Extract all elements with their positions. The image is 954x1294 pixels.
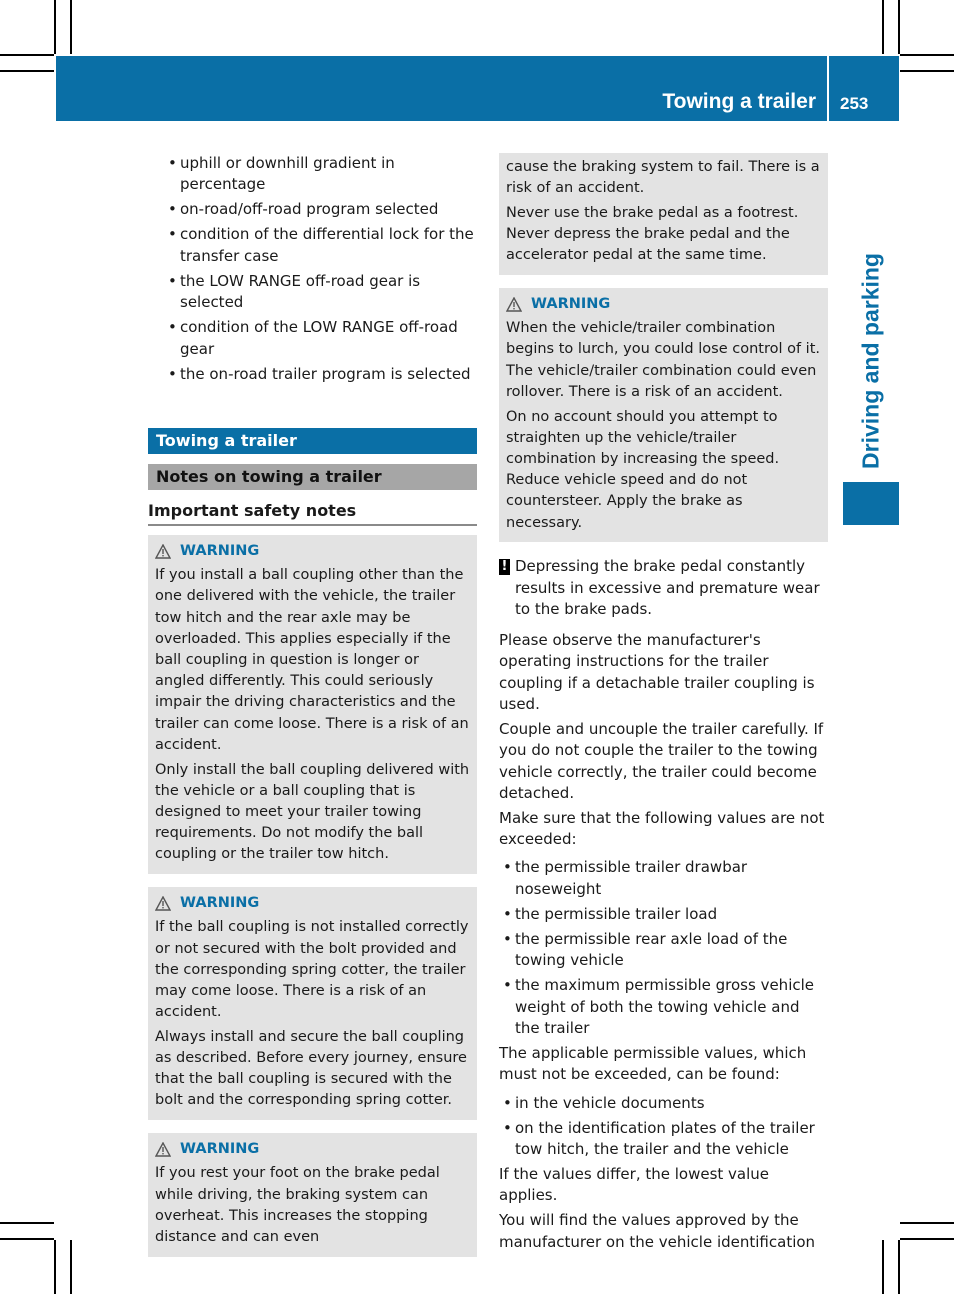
crop-mark xyxy=(898,0,900,54)
warning-box xyxy=(148,887,477,1120)
warning-label: WARNING xyxy=(531,296,611,313)
warning-box-continued xyxy=(499,153,828,275)
page-number: 253 xyxy=(840,94,869,113)
crop-mark xyxy=(900,1238,954,1240)
crop-mark xyxy=(0,54,54,56)
warning-text: If the ball coupling is not installed correctly or not secured with the bolt provided and the corresponding spring cotter, the trailer may come loose. There is a risk of an accident. xyxy=(155,919,469,1021)
chapter-tab-marker xyxy=(843,482,899,525)
crop-mark xyxy=(882,0,884,54)
subsection-heading: Notes on towing a trailer xyxy=(148,464,477,490)
warning-label: WARNING xyxy=(180,1141,260,1158)
exclamation-icon: ! xyxy=(499,559,510,575)
list-item: • condition of the LOW RANGE off-road gear xyxy=(164,317,477,360)
list-item: • in the vehicle documents xyxy=(499,1093,828,1114)
chapter-tab-label xyxy=(843,250,899,472)
crop-mark xyxy=(0,70,54,72)
warning-header xyxy=(155,893,470,914)
limits-list xyxy=(499,857,828,1039)
crop-mark xyxy=(54,1240,56,1294)
page-title: Towing a trailer xyxy=(662,90,816,113)
right-column xyxy=(499,153,828,1257)
crop-mark xyxy=(900,1222,954,1224)
warning-text: Only install the ball coupling delivered with the vehicle or a ball coupling that is designed to meet your trailer towing requirements. Do not modify the ball coupling or the trailer tow hitch. xyxy=(155,761,470,863)
header-divider xyxy=(827,56,829,121)
warning-text: Never use the brake pedal as a footrest. Never depress the brake pedal and the accelerator pedal at the same time. xyxy=(506,204,799,264)
warning-text: If you install a ball coupling other than the one delivered with the vehicle, the trailer tow hitch and the rear axle may be overloaded. This applies especially if the ball coupling in question is longer or angled differently. This could seriously impair the driving characteristics and the trailer can come loose. There is a risk of an accident. xyxy=(155,567,469,753)
list-item: • the permissible trailer load xyxy=(499,904,828,925)
list-item: • the permissible trailer drawbar noseweight xyxy=(499,857,828,900)
paragraph: The applicable permissible values, which must not be exceeded, can be found: xyxy=(499,1044,807,1084)
crop-mark xyxy=(882,1240,884,1294)
crop-mark xyxy=(0,1222,54,1224)
warning-triangle-icon xyxy=(155,544,171,559)
list-item: • the maximum permissible gross vehicle weight of both the towing vehicle and the trailer xyxy=(499,975,828,1039)
list-item: • the on-road trailer program is selected xyxy=(164,364,477,385)
list-item: • uphill or downhill gradient in percentage xyxy=(164,153,477,196)
warning-box xyxy=(499,288,828,542)
crop-mark xyxy=(54,0,56,54)
warning-header xyxy=(155,1139,470,1160)
crop-mark xyxy=(70,0,72,54)
warning-text: Always install and secure the ball coupling as described. Before every journey, ensure that the ball coupling is secured with the bolt and the corresponding spring cotter. xyxy=(155,1028,467,1109)
chapter-tab-text: Driving and parking xyxy=(857,253,884,469)
crop-mark xyxy=(0,1238,54,1240)
list-item: • on-road/off-road program selected xyxy=(164,199,477,220)
warning-header xyxy=(506,294,821,315)
warning-box xyxy=(148,535,477,874)
warning-text: On no account should you attempt to straighten up the vehicle/trailer combination by increasing the speed. Reduce vehicle speed and do not countersteer. Apply the brake as necessary. xyxy=(506,408,780,531)
paragraph: If the values differ, the lowest value applies. xyxy=(499,1165,770,1205)
crop-mark xyxy=(70,1240,72,1294)
warning-text: cause the braking system to fail. There is a risk of an accident. xyxy=(506,159,820,197)
warning-text: If you rest your foot on the brake pedal while driving, the braking system can overheat. This increases the stopping distance and can even xyxy=(155,1165,440,1245)
status-list xyxy=(164,153,477,385)
crop-mark xyxy=(898,1240,900,1294)
warning-label: WARNING xyxy=(180,543,260,560)
warning-label: WARNING xyxy=(180,895,260,912)
sources-list xyxy=(499,1093,828,1161)
warning-triangle-icon xyxy=(506,297,522,312)
list-item: • the LOW RANGE off-road gear is selected xyxy=(164,271,477,314)
paragraph: You will find the values approved by the manufacturer on the vehicle identification xyxy=(499,1211,816,1251)
paragraph: Couple and uncouple the trailer carefully. If you do not couple the trailer to the towing vehicle correctly, the trailer could become detached. xyxy=(499,720,824,802)
crop-mark xyxy=(900,70,954,72)
crop-mark xyxy=(900,54,954,56)
list-item: • condition of the differential lock for the transfer case xyxy=(164,224,477,267)
warning-box xyxy=(148,1133,477,1257)
note-item xyxy=(499,556,828,620)
warning-header xyxy=(155,541,470,562)
section-heading: Towing a trailer xyxy=(148,428,477,454)
warning-text: When the vehicle/trailer combination begins to lurch, you could lose control of it. The vehicle/trailer combination could even rollover. There is a risk of an accident. xyxy=(506,320,821,400)
list-item: • the permissible rear axle load of the towing vehicle xyxy=(499,929,828,972)
note-text: Depressing the brake pedal constantly results in excessive and premature wear to the brake pads. xyxy=(515,557,820,618)
safety-notes-heading: Important safety notes xyxy=(148,500,477,526)
paragraph: Please observe the manufacturer's operating instructions for the trailer coupling if a detachable trailer coupling is used. xyxy=(499,631,815,714)
list-item: • on the identification plates of the trailer tow hitch, the trailer and the vehicle xyxy=(499,1118,828,1161)
warning-triangle-icon xyxy=(155,896,171,911)
paragraph: Make sure that the following values are not exceeded: xyxy=(499,808,825,849)
warning-triangle-icon xyxy=(155,1142,171,1157)
left-column xyxy=(148,153,477,1257)
